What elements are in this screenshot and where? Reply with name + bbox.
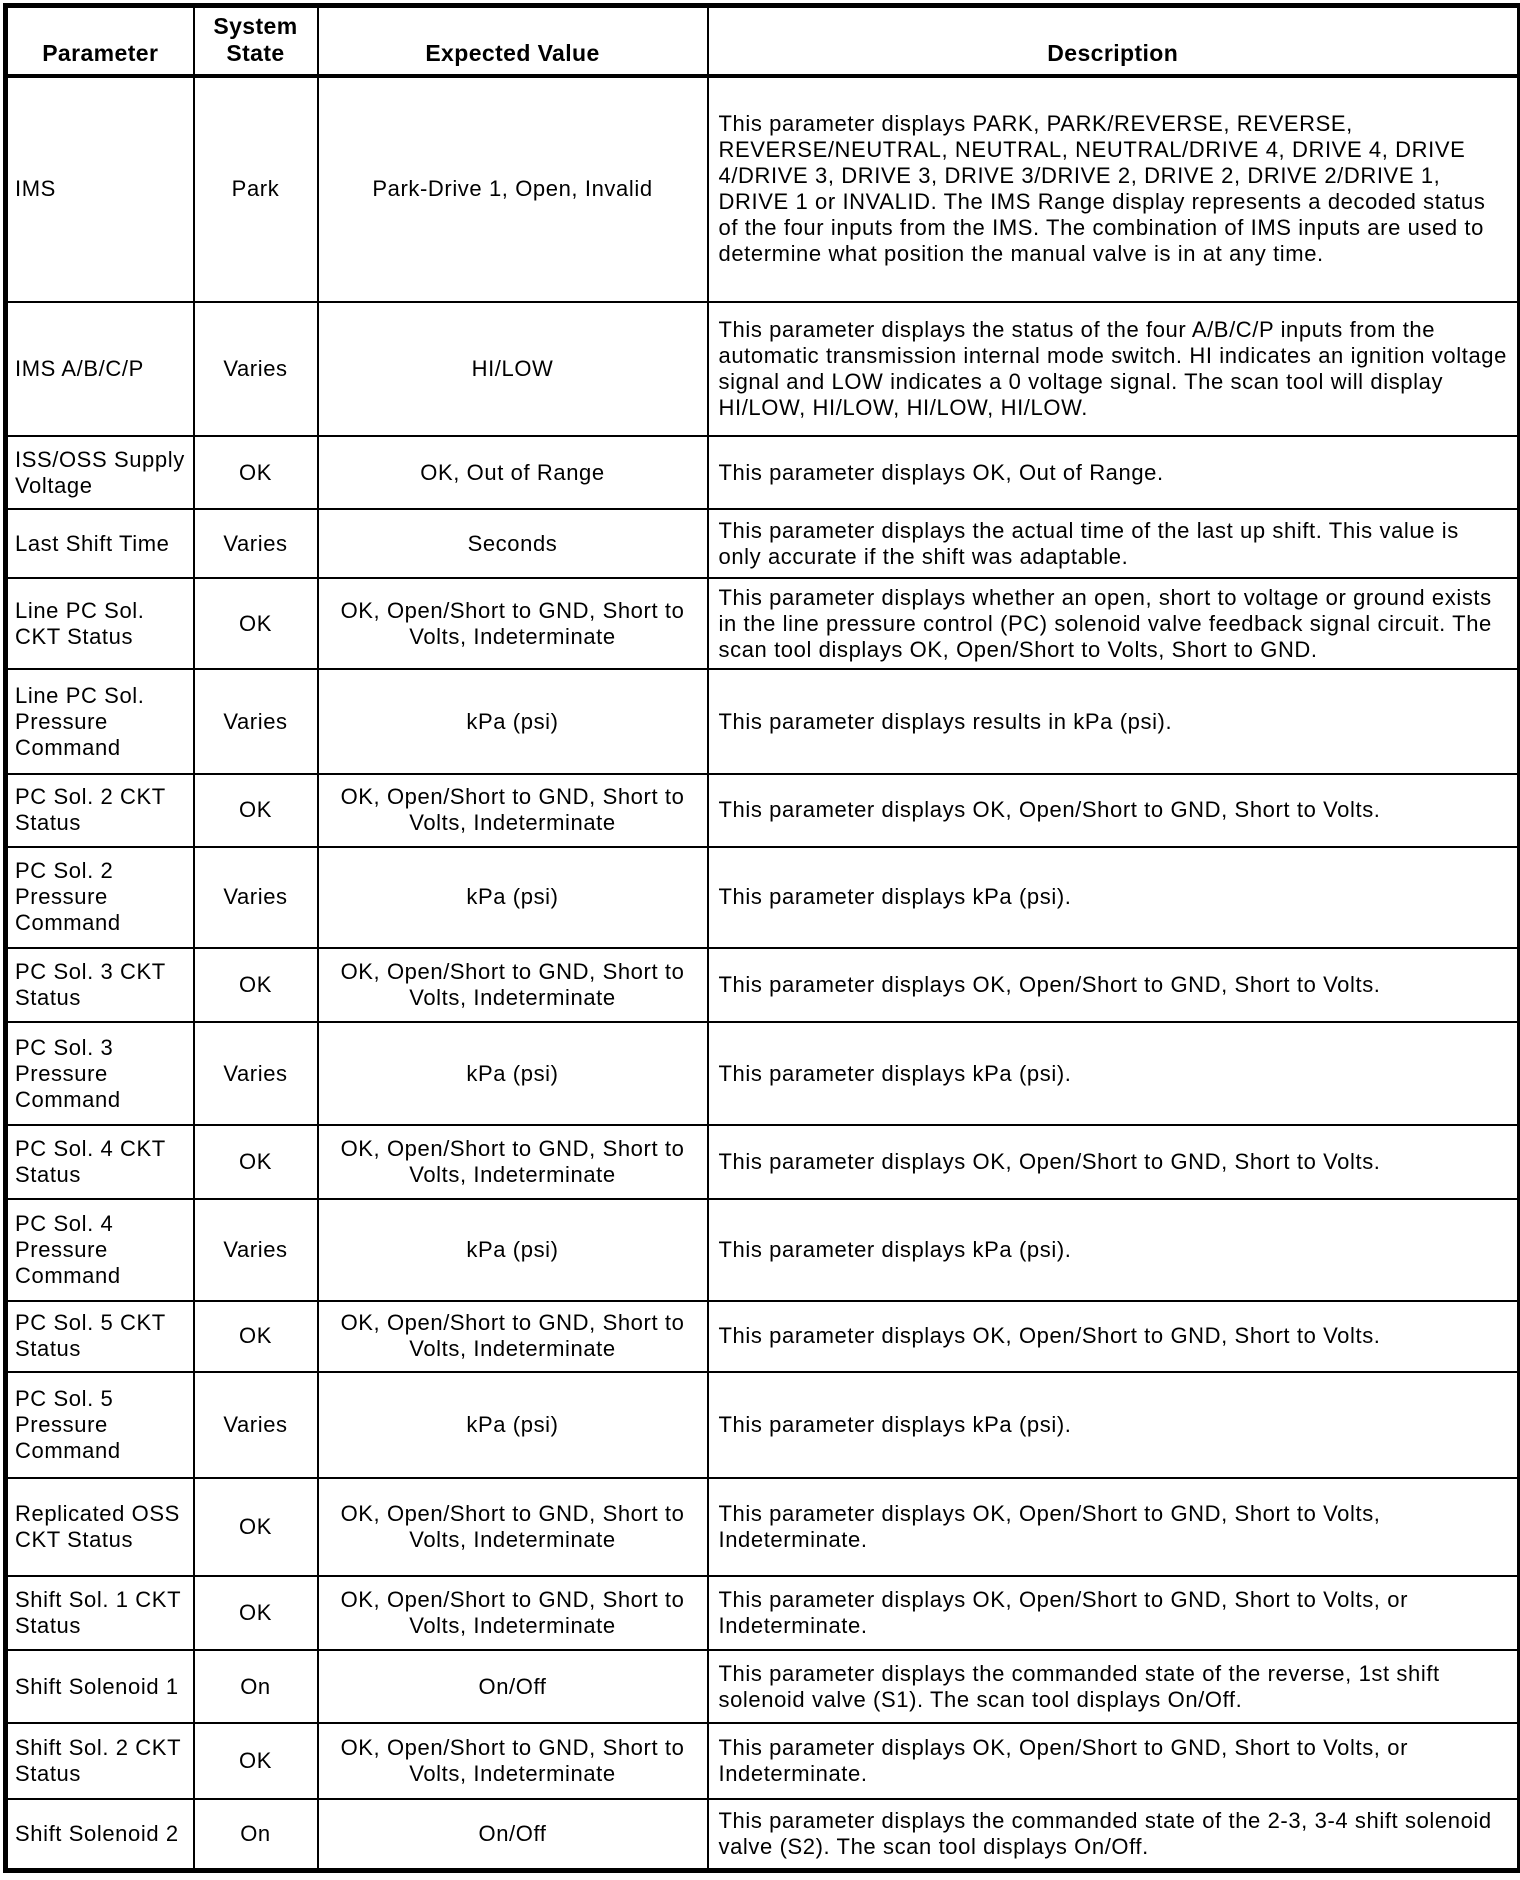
cell-system-state: Varies (194, 509, 318, 578)
cell-description: This parameter displays kPa (psi). (708, 1199, 1520, 1300)
table-row (6, 1125, 1520, 1199)
table-header (6, 6, 1520, 76)
cell-description: This parameter displays OK, Open/Short to GND, Short to Volts. (708, 1301, 1520, 1372)
table-row (6, 1650, 1520, 1723)
table-row (6, 669, 1520, 773)
cell-expected-value: HI/LOW (318, 302, 708, 437)
cell-parameter: PC Sol. 4 Pressure Command (6, 1199, 194, 1300)
cell-description: This parameter displays the actual time of the last up shift. This value is only accurate if the shift was adaptable. (708, 509, 1520, 578)
cell-system-state: Varies (194, 302, 318, 437)
table-row (6, 774, 1520, 847)
table-row (6, 436, 1520, 509)
cell-description: This parameter displays OK, Open/Short to GND, Short to Volts. (708, 948, 1520, 1022)
cell-system-state: Park (194, 76, 318, 302)
cell-description: This parameter displays results in kPa (psi). (708, 669, 1520, 773)
cell-expected-value: kPa (psi) (318, 1199, 708, 1300)
cell-expected-value: OK, Out of Range (318, 436, 708, 509)
cell-system-state: Varies (194, 1372, 318, 1478)
cell-description: This parameter displays the status of the four A/B/C/P inputs from the automatic transmission internal mode switch. HI indicates an ignition voltage signal and LOW indicates a 0 voltage signal. The scan tool will display HI/LOW, HI/LOW, HI/LOW, HI/LOW. (708, 302, 1520, 437)
cell-expected-value: On/Off (318, 1650, 708, 1723)
table-row (6, 1022, 1520, 1125)
cell-system-state: Varies (194, 669, 318, 773)
cell-parameter: Line PC Sol. CKT Status (6, 578, 194, 669)
table-row (6, 1372, 1520, 1478)
cell-system-state: OK (194, 436, 318, 509)
parameter-table (3, 3, 1520, 1873)
cell-system-state: Varies (194, 1022, 318, 1125)
cell-expected-value: kPa (psi) (318, 669, 708, 773)
cell-expected-value: kPa (psi) (318, 847, 708, 948)
table-row (6, 302, 1520, 437)
column-header-system-state: System State (194, 6, 318, 76)
cell-description: This parameter displays kPa (psi). (708, 1022, 1520, 1125)
cell-parameter: ISS/OSS Supply Voltage (6, 436, 194, 509)
cell-expected-value: OK, Open/Short to GND, Short to Volts, Indeterminate (318, 1478, 708, 1576)
cell-parameter: PC Sol. 2 Pressure Command (6, 847, 194, 948)
cell-system-state: OK (194, 578, 318, 669)
cell-parameter: Last Shift Time (6, 509, 194, 578)
cell-system-state: OK (194, 774, 318, 847)
cell-description: This parameter displays the commanded state of the reverse, 1st shift solenoid valve (S1). The scan tool displays On/Off. (708, 1650, 1520, 1723)
cell-description: This parameter displays OK, Open/Short to GND, Short to Volts, Indeterminate. (708, 1478, 1520, 1576)
cell-parameter: Shift Solenoid 1 (6, 1650, 194, 1723)
cell-parameter: PC Sol. 2 CKT Status (6, 774, 194, 847)
cell-expected-value: OK, Open/Short to GND, Short to Volts, Indeterminate (318, 1723, 708, 1799)
cell-system-state: On (194, 1799, 318, 1870)
cell-expected-value: OK, Open/Short to GND, Short to Volts, Indeterminate (318, 774, 708, 847)
cell-description: This parameter displays whether an open, short to voltage or ground exists in the line pressure control (PC) solenoid valve feedback signal circuit. The scan tool displays OK, Open/Short to Volts, Short to GND. (708, 578, 1520, 669)
table-body (6, 76, 1520, 1871)
table-row (6, 847, 1520, 948)
column-header-parameter: Parameter (6, 6, 194, 76)
table-row (6, 1723, 1520, 1799)
cell-expected-value: OK, Open/Short to GND, Short to Volts, Indeterminate (318, 948, 708, 1022)
cell-system-state: OK (194, 1478, 318, 1576)
table-row (6, 76, 1520, 302)
cell-expected-value: On/Off (318, 1799, 708, 1870)
cell-system-state: OK (194, 1125, 318, 1199)
cell-parameter: IMS (6, 76, 194, 302)
cell-expected-value: Seconds (318, 509, 708, 578)
cell-expected-value: OK, Open/Short to GND, Short to Volts, Indeterminate (318, 1301, 708, 1372)
cell-description: This parameter displays the commanded state of the 2-3, 3-4 shift solenoid valve (S2). The scan tool displays On/Off. (708, 1799, 1520, 1870)
cell-parameter: Replicated OSS CKT Status (6, 1478, 194, 1576)
cell-parameter: Shift Sol. 1 CKT Status (6, 1576, 194, 1650)
cell-parameter: PC Sol. 5 Pressure Command (6, 1372, 194, 1478)
cell-parameter: Shift Solenoid 2 (6, 1799, 194, 1870)
cell-system-state: OK (194, 948, 318, 1022)
cell-parameter: Shift Sol. 2 CKT Status (6, 1723, 194, 1799)
cell-parameter: Line PC Sol. Pressure Command (6, 669, 194, 773)
table-row (6, 948, 1520, 1022)
table-row (6, 509, 1520, 578)
table-row (6, 1301, 1520, 1372)
cell-parameter: PC Sol. 3 CKT Status (6, 948, 194, 1022)
table-row (6, 1576, 1520, 1650)
header-row (6, 6, 1520, 76)
cell-parameter: IMS A/B/C/P (6, 302, 194, 437)
table-row (6, 1799, 1520, 1870)
column-header-description: Description (708, 6, 1520, 76)
column-header-expected-value: Expected Value (318, 6, 708, 76)
cell-system-state: OK (194, 1301, 318, 1372)
cell-system-state: Varies (194, 847, 318, 948)
cell-description: This parameter displays OK, Open/Short to GND, Short to Volts. (708, 1125, 1520, 1199)
cell-expected-value: kPa (psi) (318, 1022, 708, 1125)
cell-system-state: OK (194, 1723, 318, 1799)
cell-description: This parameter displays OK, Open/Short to GND, Short to Volts, or Indeterminate. (708, 1576, 1520, 1650)
cell-description: This parameter displays OK, Open/Short to GND, Short to Volts, or Indeterminate. (708, 1723, 1520, 1799)
cell-expected-value: Park-Drive 1, Open, Invalid (318, 76, 708, 302)
cell-expected-value: OK, Open/Short to GND, Short to Volts, Indeterminate (318, 1125, 708, 1199)
table-row (6, 578, 1520, 669)
table-row (6, 1478, 1520, 1576)
cell-system-state: On (194, 1650, 318, 1723)
cell-description: This parameter displays OK, Open/Short to GND, Short to Volts. (708, 774, 1520, 847)
cell-system-state: Varies (194, 1199, 318, 1300)
cell-expected-value: OK, Open/Short to GND, Short to Volts, Indeterminate (318, 1576, 708, 1650)
cell-description: This parameter displays kPa (psi). (708, 1372, 1520, 1478)
cell-expected-value: kPa (psi) (318, 1372, 708, 1478)
cell-description: This parameter displays kPa (psi). (708, 847, 1520, 948)
cell-description: This parameter displays PARK, PARK/REVERSE, REVERSE, REVERSE/NEUTRAL, NEUTRAL, NEUTRAL/DRIVE 4, DRIVE 4, DRIVE 4/DRIVE 3, DRIVE 3, DRIVE 3/DRIVE 2, DRIVE 2, DRIVE 2/DRIVE 1, DRIVE 1 or INVALID. The IMS Range display represents a decoded status of the four inputs from the IMS. The combination of IMS inputs are used to determine what position the manual valve is in at any time. (708, 76, 1520, 302)
cell-parameter: PC Sol. 3 Pressure Command (6, 1022, 194, 1125)
cell-parameter: PC Sol. 5 CKT Status (6, 1301, 194, 1372)
cell-expected-value: OK, Open/Short to GND, Short to Volts, Indeterminate (318, 578, 708, 669)
table-row (6, 1199, 1520, 1300)
cell-description: This parameter displays OK, Out of Range. (708, 436, 1520, 509)
cell-parameter: PC Sol. 4 CKT Status (6, 1125, 194, 1199)
cell-system-state: OK (194, 1576, 318, 1650)
